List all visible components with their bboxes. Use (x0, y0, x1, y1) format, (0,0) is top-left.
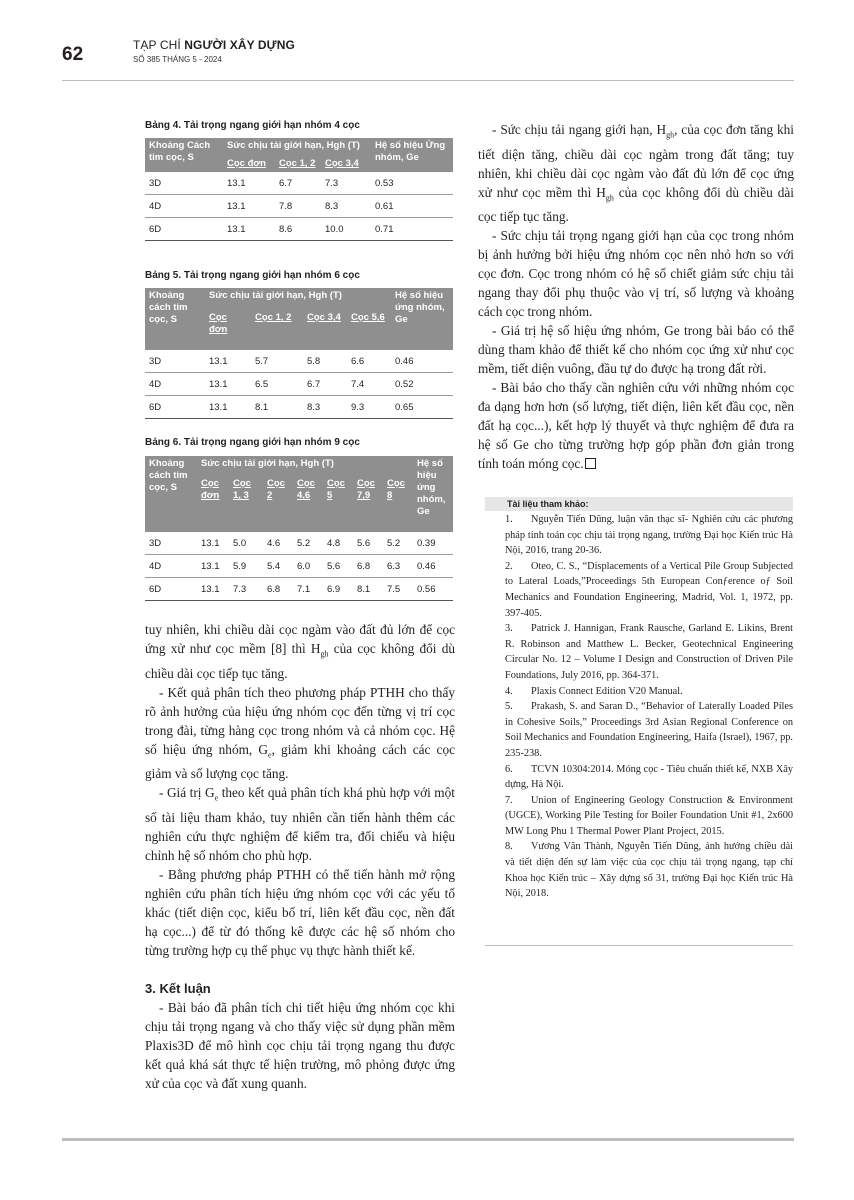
table6-header-capacity: Sức chịu tải giới hạn, Hgh (T) (197, 456, 413, 476)
table5-sub-header: Cọc 5,6 (347, 310, 391, 350)
table-row (145, 350, 453, 373)
table-cell: 3D (145, 172, 223, 195)
table-row (145, 578, 453, 601)
table4-caption: Bảng 4. Tải trọng ngang giới hạn nhóm 4 cọc (145, 120, 360, 131)
table-cell: 13.1 (223, 218, 275, 241)
footer-divider (62, 1138, 794, 1141)
table4-header-spacing: Khoảng Cách tim cọc, S (145, 138, 223, 172)
table5-sub-header: Cọc 3,4 (303, 310, 347, 350)
table-cell: 7.8 (275, 195, 321, 218)
paragraph: tuy nhiên, khi chiều dài cọc ngàm vào đất đủ lớn để cọc ứng xử như cọc mềm [8] thì $H_{gh}$ của cọc không đổi dù chiều dài cọc tiếp tục tăng. (145, 622, 455, 681)
table-row (145, 373, 453, 396)
table5 (145, 288, 453, 419)
journal-name: NGƯỜI XÂY DỰNG (184, 38, 295, 52)
list-item: 4. Plaxis Connect Edition V20 Manual. (505, 685, 683, 697)
paragraph: - Kết quả phân tích theo phương pháp PTHH cho thấy rõ ảnh hưởng của hiệu ứng nhóm cọc đến từng vị trí cọc trong đài, từng hàng cọc trong nhóm và cả nhóm cọc. Hệ số hiệu ứng nhóm, $G_e$, giảm khi khoảng cách các cọc giảm và số lượng cọc tăng. (145, 684, 455, 782)
table-cell: 6.8 (353, 555, 383, 578)
table-cell: 8.1 (251, 396, 303, 419)
table-cell: 5.6 (323, 555, 353, 578)
table-cell: 7.1 (293, 578, 323, 601)
table6-sub-header: Cọc đơn (197, 476, 229, 532)
paragraph: - Bài báo đã phân tích chi tiết hiệu ứng nhóm cọc khi chịu tải trọng ngang và cho thấy việc sử dụng phần mềm Plaxis3D để mô hình cọc chịu tải trọng ngang thu được kết quả khá sát thực tế hiện trường, mô phỏng được ứng xử của cọc và đất xung quanh. (145, 999, 455, 1091)
section-heading: 3. Kết luận (145, 980, 211, 996)
table-cell: 7.5 (383, 578, 413, 601)
table-cell: 6.7 (303, 373, 347, 396)
table-cell: 6.6 (347, 350, 391, 373)
end-square-icon (585, 458, 596, 469)
table-row (145, 218, 453, 241)
list-item: 1. Nguyễn Tiến Dũng, luận văn thạc sĩ- Nghiên cứu các phương pháp tính toán cọc chịu tải trọng ngang, trường Đại học Kiến trúc Hà Nội, 2016, trang 20-36. (505, 514, 793, 557)
table-cell: 0.46 (391, 350, 453, 373)
table6-caption: Bảng 6. Tải trọng ngang giới hạn nhóm 9 cọc (145, 437, 360, 448)
table-cell: 4.6 (263, 532, 293, 555)
table4-header-ge: Hệ số hiệu Ứng nhóm, Ge (371, 138, 453, 172)
paragraph: - Sức chịu tải trọng ngang giới hạn của cọc trong nhóm bị ảnh hưởng bởi hiệu ứng nhóm cọc nên nhỏ hơn so với cọc đơn. Cọc trong nhóm có hệ số chiết giảm sức chịu tải ngang thay đổi phụ thuộc vào vị trí, số lượng và khoảng cách cọc trong nhóm. (478, 228, 794, 320)
table-cell: 0.39 (413, 532, 453, 555)
page-number: 62 (62, 44, 84, 65)
journal-prefix: TẠP CHÍ (133, 38, 181, 52)
table-cell: 6.8 (263, 578, 293, 601)
table-cell: 4.8 (323, 532, 353, 555)
list-item: 2. Oteo, C. S., “Displacements of a Vertical Pile Group Subjected to Lateral Loads,”Proceedings 5th European Conƒerence oƒ Soil Mechanics and Foundation Engineering, Madrid, Vol. 1, 1972, pp. 397-405. (505, 560, 793, 619)
table-cell: 5.6 (353, 532, 383, 555)
table6-sub-header: Cọc 1, 3 (229, 476, 263, 532)
table5-header-ge: Hệ số hiệu ứng nhóm, Ge (391, 288, 453, 350)
table-cell: 5.2 (383, 532, 413, 555)
table6 (145, 456, 453, 601)
references-divider (485, 945, 793, 946)
list-item: 5. Prakash, S. and Saran D., “Behavior of Laterally Loaded Piles in Cohesive Soils,” Proceedings 3rd Asian Regional Conference on Soil Mechanics and Foundation Engineering, Haifa (Israel), 1967, pp. 235-238. (505, 701, 793, 759)
table6-header-spacing: Khoảng cách tim cọc, S (145, 456, 197, 532)
table-cell: 13.1 (205, 373, 251, 396)
table4-header-capacity: Sức chịu tải giới hạn, Hgh (T) (223, 138, 371, 156)
table4 (145, 138, 453, 241)
paragraph: - Giá trị hệ số hiệu ứng nhóm, Ge trong bài báo có thể dùng tham khảo để thiết kế cho nhóm cọc ứng xử như cọc mềm, tiết diện vuông, đầu tự do được hạ trong đất rời. (478, 323, 794, 377)
table-cell: 3D (145, 350, 205, 373)
table-row (145, 555, 453, 578)
table-cell: 0.56 (413, 578, 453, 601)
table6-sub-header: Cọc 2 (263, 476, 293, 532)
references-list (505, 512, 793, 902)
table-cell: 5.9 (229, 555, 263, 578)
list-item: 3. Patrick J. Hannigan, Frank Rausche, Garland E. Likins, Brent R. Robinson and Matthew L. Becker, Geotechnical Engineering Circular No. 12 – Volume I Design and Construction of Driven Pile Foundations, July 2016, pp. 364-371. (505, 623, 793, 681)
table-row (145, 172, 453, 195)
table-row (145, 396, 453, 419)
table-cell: 3D (145, 532, 197, 555)
table4-sub-header: Cọc 1, 2 (275, 156, 321, 172)
table-cell: 4D (145, 373, 205, 396)
table-cell: 8.1 (353, 578, 383, 601)
table-cell: 6D (145, 218, 223, 241)
table-cell: 6.9 (323, 578, 353, 601)
table-cell: 8.6 (275, 218, 321, 241)
table-cell: 13.1 (205, 396, 251, 419)
table-row (145, 195, 453, 218)
table-cell: 0.65 (391, 396, 453, 419)
table6-header-ge: Hệ số hiệu ứng nhóm, Ge (413, 456, 453, 532)
table-cell: 5.4 (263, 555, 293, 578)
table4-sub-header: Cọc 3,4 (321, 156, 371, 172)
list-item: 7. Union of Engineering Geology Construction & Environment (UGCE), Working Pile Testing for Boiler Foundation Unit #1, 2x600 MW Long Phu 1 Thermal Power Plant Project, 2015. (505, 794, 793, 837)
table-cell: 6D (145, 578, 197, 601)
table-cell: 0.52 (391, 373, 453, 396)
left-column-text (145, 620, 455, 1093)
paragraph: - Sức chịu tải ngang giới hạn, $H_{gh}$, của cọc đơn tăng khi tiết diện tăng, chiều dài cọc ngàm trong đất tăng; tuy nhiên, khi chiều dài cọc ngàm vào đất đủ lớn để cọc ứng xử như cọc mềm thì $H_{gh}$ của cọc không đổi dù chiều dài cọc tiếp tục tăng. (478, 122, 794, 225)
table5-header-spacing: Khoảng cách tim cọc, S (145, 288, 205, 350)
table5-sub-header: Cọc 1, 2 (251, 310, 303, 350)
issue-info: SỐ 385 THÁNG 5 - 2024 (133, 55, 222, 64)
table-cell: 10.0 (321, 218, 371, 241)
table-cell: 8.3 (303, 396, 347, 419)
table-cell: 6.3 (383, 555, 413, 578)
table-cell: 5.0 (229, 532, 263, 555)
table-cell: 8.3 (321, 195, 371, 218)
paragraph: - Bằng phương pháp PTHH có thể tiến hành mở rộng nghiên cứu phân tích hiệu ứng nhóm cọc với các yếu tố khác (tiết diện cọc, kiểu bố trí, liên kết đầu cọc, nền đất hạ cọc...) để từ đó thống kê được các hệ số nhóm cho từng trường hợp cụ thể phục vụ thực hành thiết kế. (145, 866, 455, 958)
table-cell: 7.3 (321, 172, 371, 195)
table5-header-capacity: Sức chịu tải giới hạn, Hgh (T) (205, 288, 391, 310)
table-cell: 13.1 (223, 172, 275, 195)
table-cell: 4D (145, 195, 223, 218)
table-cell: 4D (145, 555, 197, 578)
table-cell: 13.1 (223, 195, 275, 218)
list-item: 6. TCVN 10304:2014. Móng cọc - Tiêu chuẩn thiết kế, NXB Xây dựng, Hà Nội. (505, 763, 793, 791)
table-row (145, 532, 453, 555)
right-column-text (478, 120, 794, 473)
table-cell: 13.1 (197, 555, 229, 578)
table-cell: 0.53 (371, 172, 453, 195)
table-cell: 9.3 (347, 396, 391, 419)
table-cell: 5.7 (251, 350, 303, 373)
table6-sub-header: Cọc 4,6 (293, 476, 323, 532)
table-cell: 13.1 (205, 350, 251, 373)
table-cell: 5.8 (303, 350, 347, 373)
table-cell: 0.46 (413, 555, 453, 578)
list-item: 8. Vương Văn Thành, Nguyễn Tiến Dũng, ảnh hưởng chiều dài và tiết diện đến sự làm việc của cọc chịu tải trọng ngang, tạp chí Khoa học Kiến trúc – Xây dựng số 31, trường Đại học Kiến trúc Hà Nội, 2018. (505, 841, 793, 900)
table-cell: 0.71 (371, 218, 453, 241)
table-cell: 7.4 (347, 373, 391, 396)
table-cell: 6.0 (293, 555, 323, 578)
table-cell: 6.5 (251, 373, 303, 396)
table-cell: 6D (145, 396, 205, 419)
journal-title (133, 38, 295, 52)
table6-sub-header: Cọc 5 (323, 476, 353, 532)
table-cell: 13.1 (197, 532, 229, 555)
references-title: Tài liệu tham khảo: (485, 497, 793, 511)
table5-caption: Bảng 5. Tải trọng ngang giới hạn nhóm 6 cọc (145, 270, 360, 281)
table-cell: 5.2 (293, 532, 323, 555)
table-cell: 6.7 (275, 172, 321, 195)
table-cell: 13.1 (197, 578, 229, 601)
header-divider (62, 80, 794, 81)
table4-sub-header: Cọc đơn (223, 156, 275, 172)
table6-sub-header: Cọc 8 (383, 476, 413, 532)
table-cell: 0.61 (371, 195, 453, 218)
table6-sub-header: Cọc 7,9 (353, 476, 383, 532)
table-cell: 7.3 (229, 578, 263, 601)
table5-sub-header: Cọc đơn (205, 310, 251, 350)
paragraph: - Bài báo cho thấy cần nghiên cứu với những nhóm cọc đa dạng hơn hơn (số lượng, tiết diện, liên kết đầu cọc, nền đất hạ cọc...), kết hợp lý thuyết và thực nghiệm để đưa ra hệ số Ge cho từng trường hợp góp phần đơn giản trong tính toán móng cọc. (478, 380, 794, 472)
paragraph: - Giá trị $G_e$ theo kết quả phân tích khá phù hợp với một số tài liệu tham khảo, tuy nhiên cần tiến hành thêm các nghiên cứu thực nghiệm để kiểm tra, đối chiếu và hiệu chỉnh hệ số nhóm cho phù hợp. (145, 785, 455, 863)
